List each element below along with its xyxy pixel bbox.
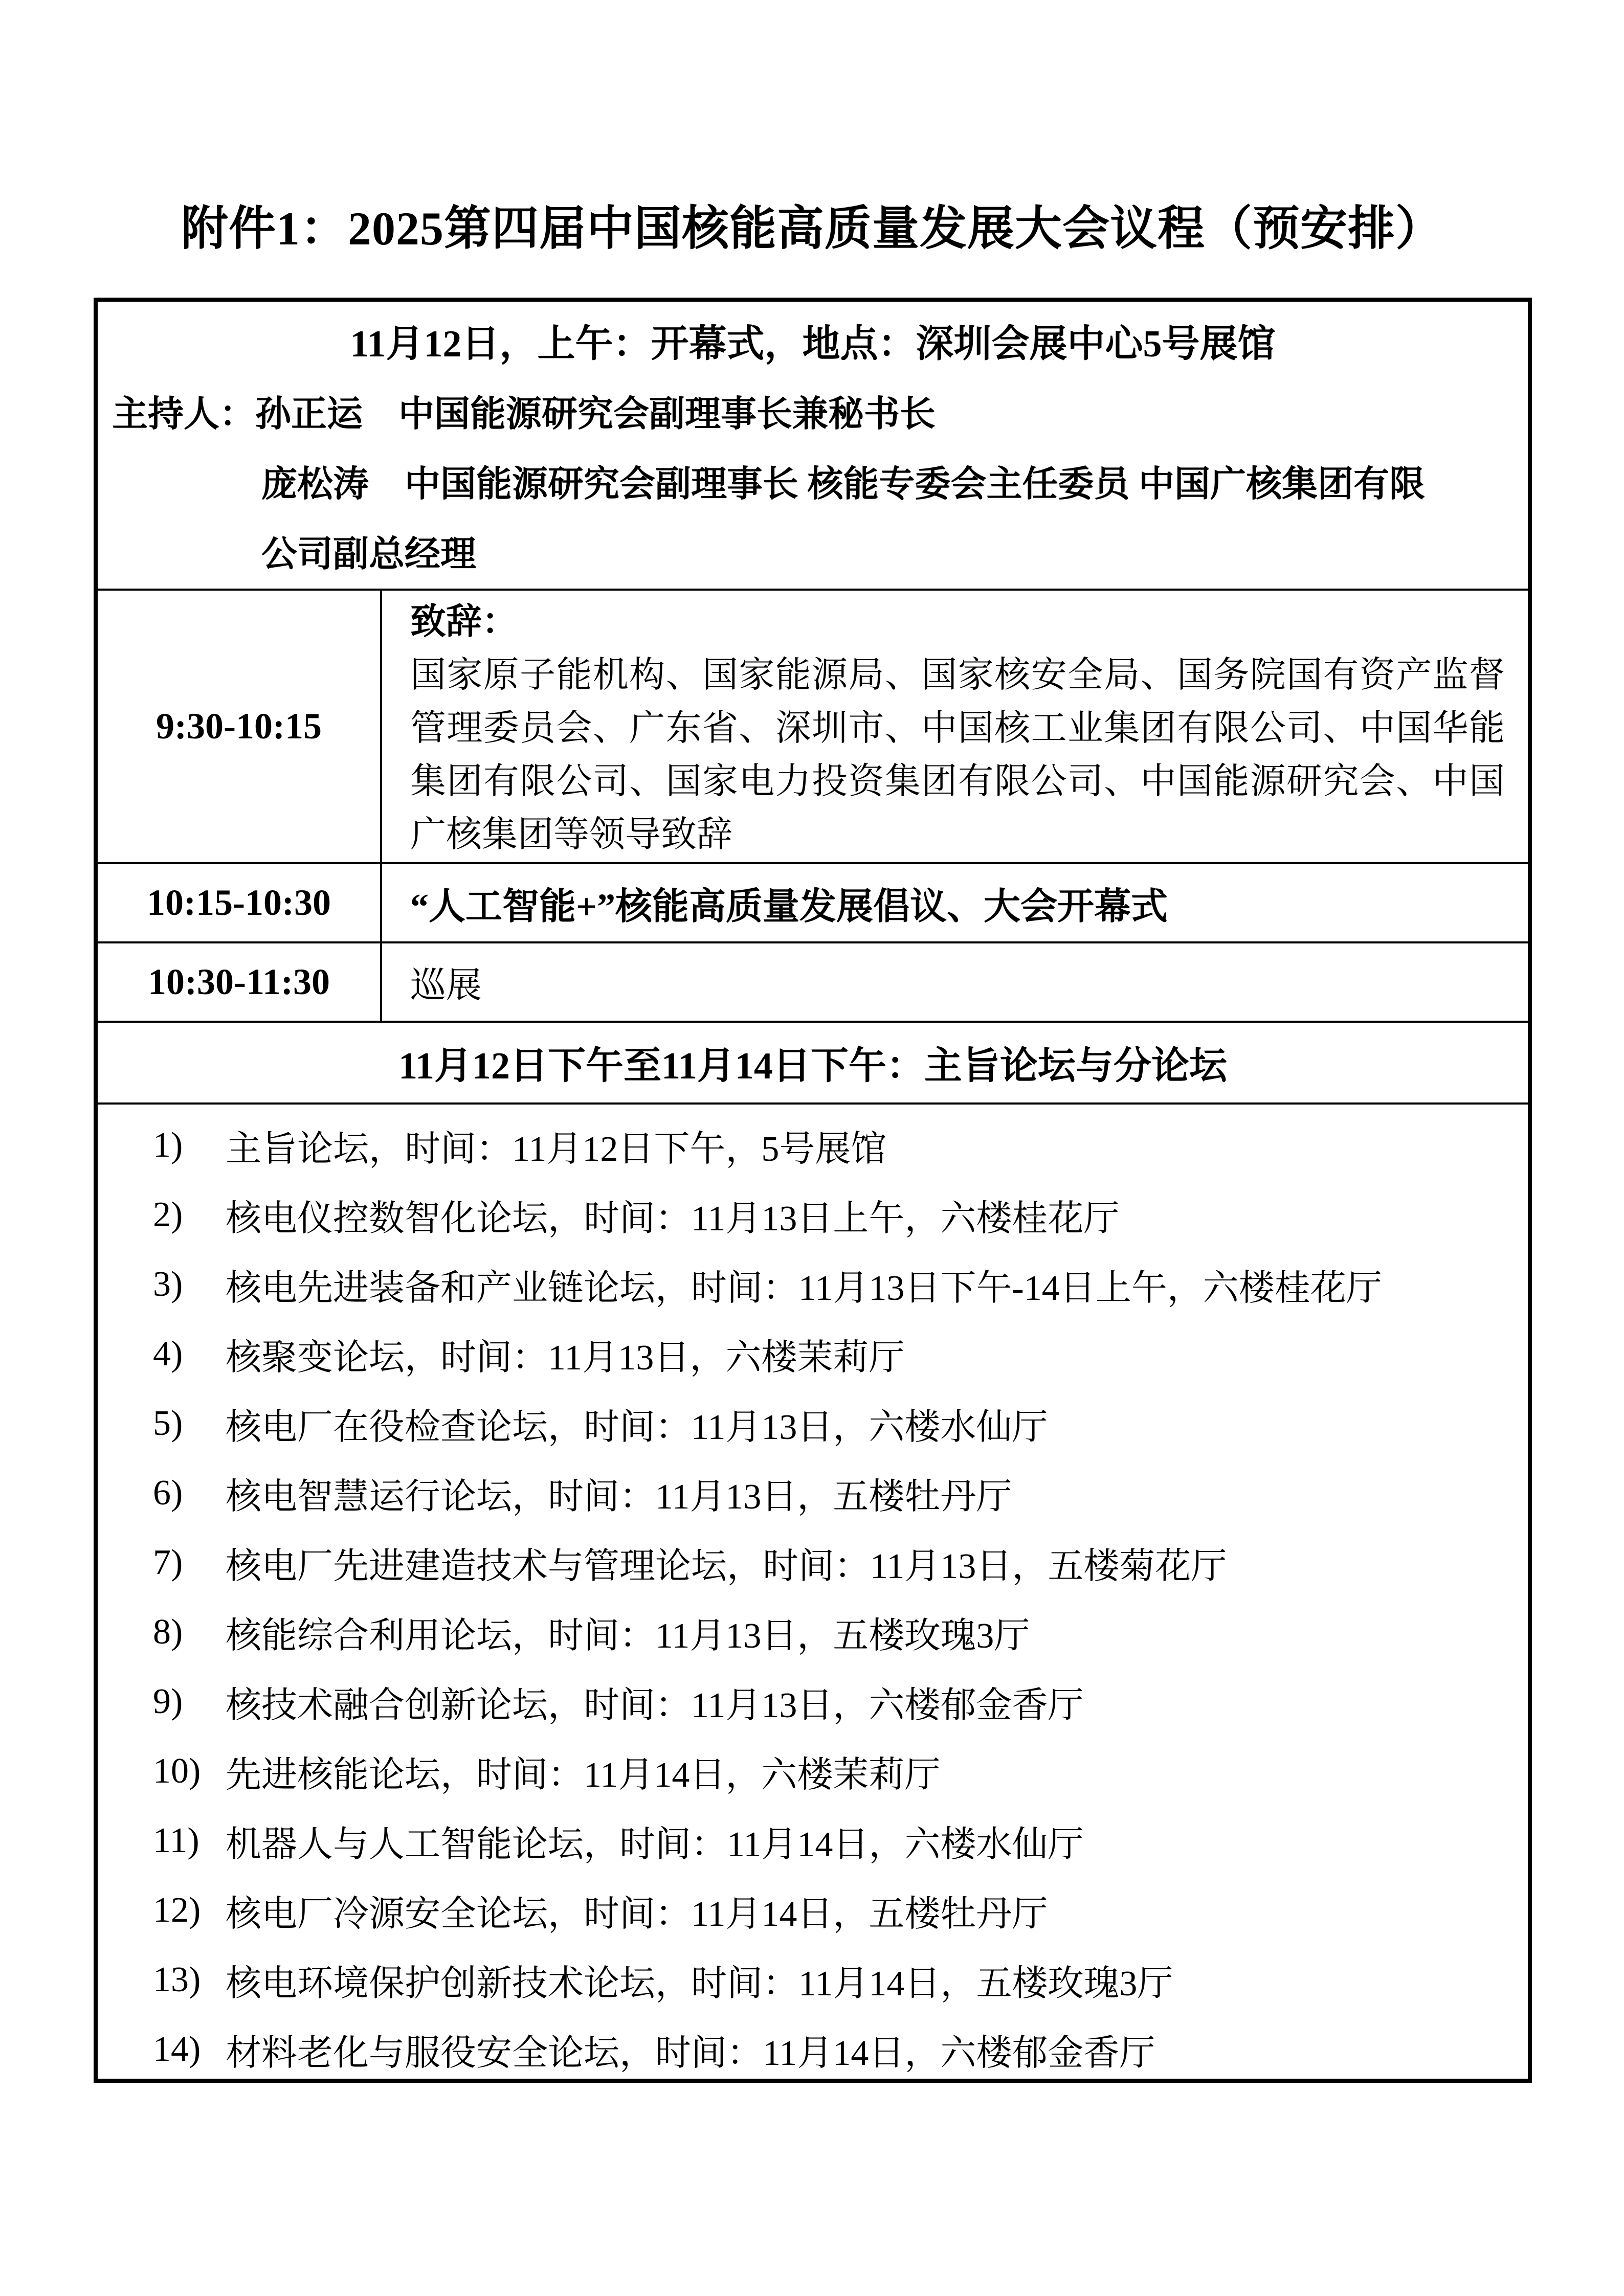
forum-text: 机器人与人工智能论坛，时间：11月14日，六楼水仙厅: [226, 1825, 1084, 1864]
forum-text: 材料老化与服役安全论坛，时间：11月14日，六楼郁金香厅: [226, 2033, 1155, 2073]
forum-number: 1): [153, 1126, 183, 1165]
time-cell: 9:30-10:15: [98, 591, 382, 862]
forum-item: [98, 1319, 1528, 1389]
forum-item: [98, 1458, 1528, 1528]
forum-item: [98, 1111, 1528, 1180]
forum-text: 核电仪控数智化论坛，时间：11月13日上午，六楼桂花厅: [226, 1199, 1120, 1239]
forum-number: 12): [153, 1890, 201, 1930]
forum-text: 先进核能论坛，时间：11月14日，六楼茉莉厅: [226, 1755, 941, 1795]
forum-number: 9): [153, 1682, 183, 1721]
speech-cell: [382, 591, 1528, 862]
forum-item: [98, 1806, 1528, 1876]
opening-session-header: 11月12日，上午：开幕式，地点：深圳会展中心5号展馆: [350, 323, 1276, 365]
forum-item: [98, 1597, 1528, 1667]
forum-text: 核电厂在役检查论坛，时间：11月13日，六楼水仙厅: [226, 1407, 1048, 1447]
forum-number: 2): [153, 1195, 183, 1234]
time-cell: 10:15-10:30: [98, 864, 382, 941]
host-line-3: 公司副总经理: [261, 535, 476, 574]
forum-item: [98, 1180, 1528, 1250]
forum-number: 3): [153, 1265, 183, 1304]
forum-text: 核电厂冷源安全论坛，时间：11月14日，五楼牡丹厅: [226, 1894, 1048, 1934]
forum-number: 5): [153, 1404, 183, 1443]
host-line-2: 庞松涛 中国能源研究会副理事长 核能专委会主任委员 中国广核集团有限: [261, 465, 1425, 504]
afternoon-section-header: 11月12日下午至11月14日下午：主旨论坛与分论坛: [98, 1023, 1528, 1105]
forum-number: 6): [153, 1473, 183, 1513]
forum-text: 核技术融合创新论坛，时间：11月13日，六楼郁金香厅: [226, 1685, 1084, 1725]
tour-text: 巡展: [410, 966, 482, 1005]
forum-text: 核电环境保护创新技术论坛，时间：11月14日，五楼玫瑰3厅: [226, 1964, 1173, 2004]
forum-text: 核能综合利用论坛，时间：11月13日，五楼玫瑰3厅: [226, 1616, 1030, 1656]
schedule-row-ceremony: [98, 864, 1528, 943]
forum-item: [98, 1389, 1528, 1458]
forum-text: 核电智慧运行论坛，时间：11月13日，五楼牡丹厅: [226, 1477, 1012, 1517]
forum-item: [98, 1737, 1528, 1806]
forum-text: 核电先进装备和产业链论坛，时间：11月13日下午-14日上午，六楼桂花厅: [226, 1268, 1382, 1308]
forum-number: 4): [153, 1334, 183, 1374]
forum-item: [98, 1876, 1528, 1945]
forum-item: [98, 1528, 1528, 1597]
time-cell: 10:30-11:30: [98, 943, 382, 1021]
speech-label: 致辞：: [410, 602, 518, 642]
schedule-row-tour: [98, 943, 1528, 1023]
forum-item: [98, 2015, 1528, 2084]
forum-number: 11): [153, 1821, 199, 1860]
forums-list: [98, 1105, 1528, 2079]
forum-text: 核电厂先进建造技术与管理论坛，时间：11月13日，五楼菊花厅: [226, 1546, 1227, 1586]
document-title: 附件1：2025第四届中国核能高质量发展大会议程（预安排）: [181, 202, 1443, 255]
ceremony-text: “人工智能+”核能高质量发展倡议、大会开幕式: [410, 886, 1168, 927]
forum-number: 13): [153, 1960, 201, 1999]
host-line-1: 主持人：孙正运 中国能源研究会副理事长兼秘书长: [112, 395, 936, 434]
forum-number: 14): [153, 2030, 201, 2069]
forum-text: 核聚变论坛，时间：11月13日，六楼茉莉厅: [226, 1338, 905, 1378]
forum-item: [98, 1250, 1528, 1319]
schedule-row-speeches: [98, 591, 1528, 864]
forum-item: [98, 1667, 1528, 1737]
forum-number: 10): [153, 1751, 201, 1791]
agenda-table: [94, 298, 1532, 2083]
forum-number: 8): [153, 1612, 183, 1652]
opening-session-row: [98, 302, 1528, 591]
forum-text: 主旨论坛，时间：11月12日下午，5号展馆: [226, 1129, 887, 1169]
forum-number: 7): [153, 1543, 183, 1582]
speech-text: 国家原子能机构、国家能源局、国家核安全局、国务院国有资产监督管理委员会、广东省、深圳市、中国核工业集团有限公司、中国华能集团有限公司、国家电力投资集团有限公司、中国能源研究会、中国广核集团等领导致辞: [410, 656, 1505, 854]
forum-item: [98, 1945, 1528, 2015]
